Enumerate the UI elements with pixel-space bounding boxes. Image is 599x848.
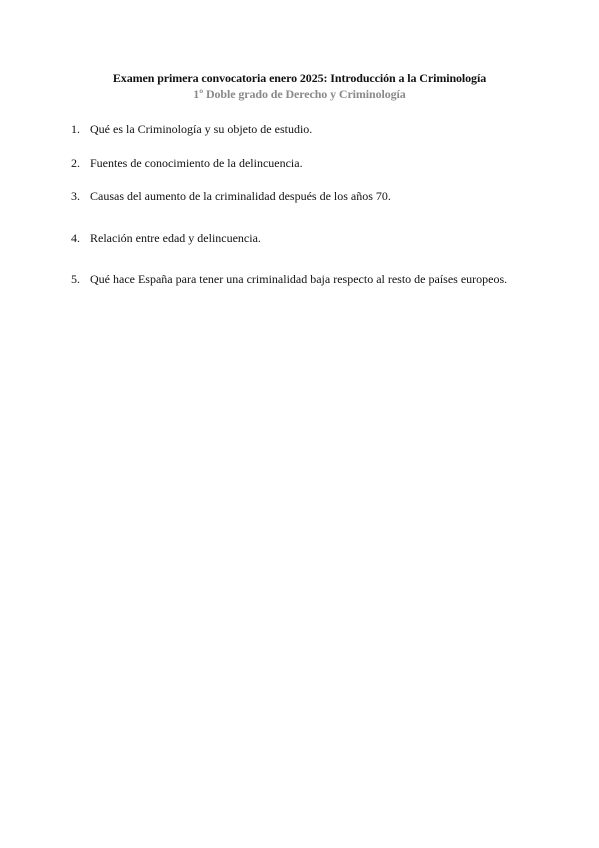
question-number: 2. [71, 156, 80, 170]
question-number: 1. [71, 122, 80, 136]
question-text: Qué es la Criminología y su objeto de estudio. [90, 122, 313, 136]
question-item-3 [71, 189, 551, 204]
question-item-5 [71, 272, 551, 287]
question-number: 4. [71, 231, 80, 245]
question-item-2 [71, 156, 551, 171]
question-text: Fuentes de conocimiento de la delincuencia. [90, 156, 303, 170]
question-item-4 [71, 231, 551, 246]
document-header [0, 70, 599, 102]
question-text: Qué hace España para tener una criminalidad baja respecto al resto de países europeos. [90, 272, 508, 286]
exam-subtitle: 1º Doble grado de Derecho y Criminología [193, 87, 406, 101]
exam-title: Examen primera convocatoria enero 2025: Introducción a la Criminología [112, 71, 487, 85]
question-number: 5. [71, 272, 80, 286]
question-text: Causas del aumento de la criminalidad después de los años 70. [90, 189, 391, 203]
question-text: Relación entre edad y delincuencia. [90, 231, 261, 245]
question-number: 3. [71, 189, 80, 203]
question-item-1 [71, 122, 551, 137]
